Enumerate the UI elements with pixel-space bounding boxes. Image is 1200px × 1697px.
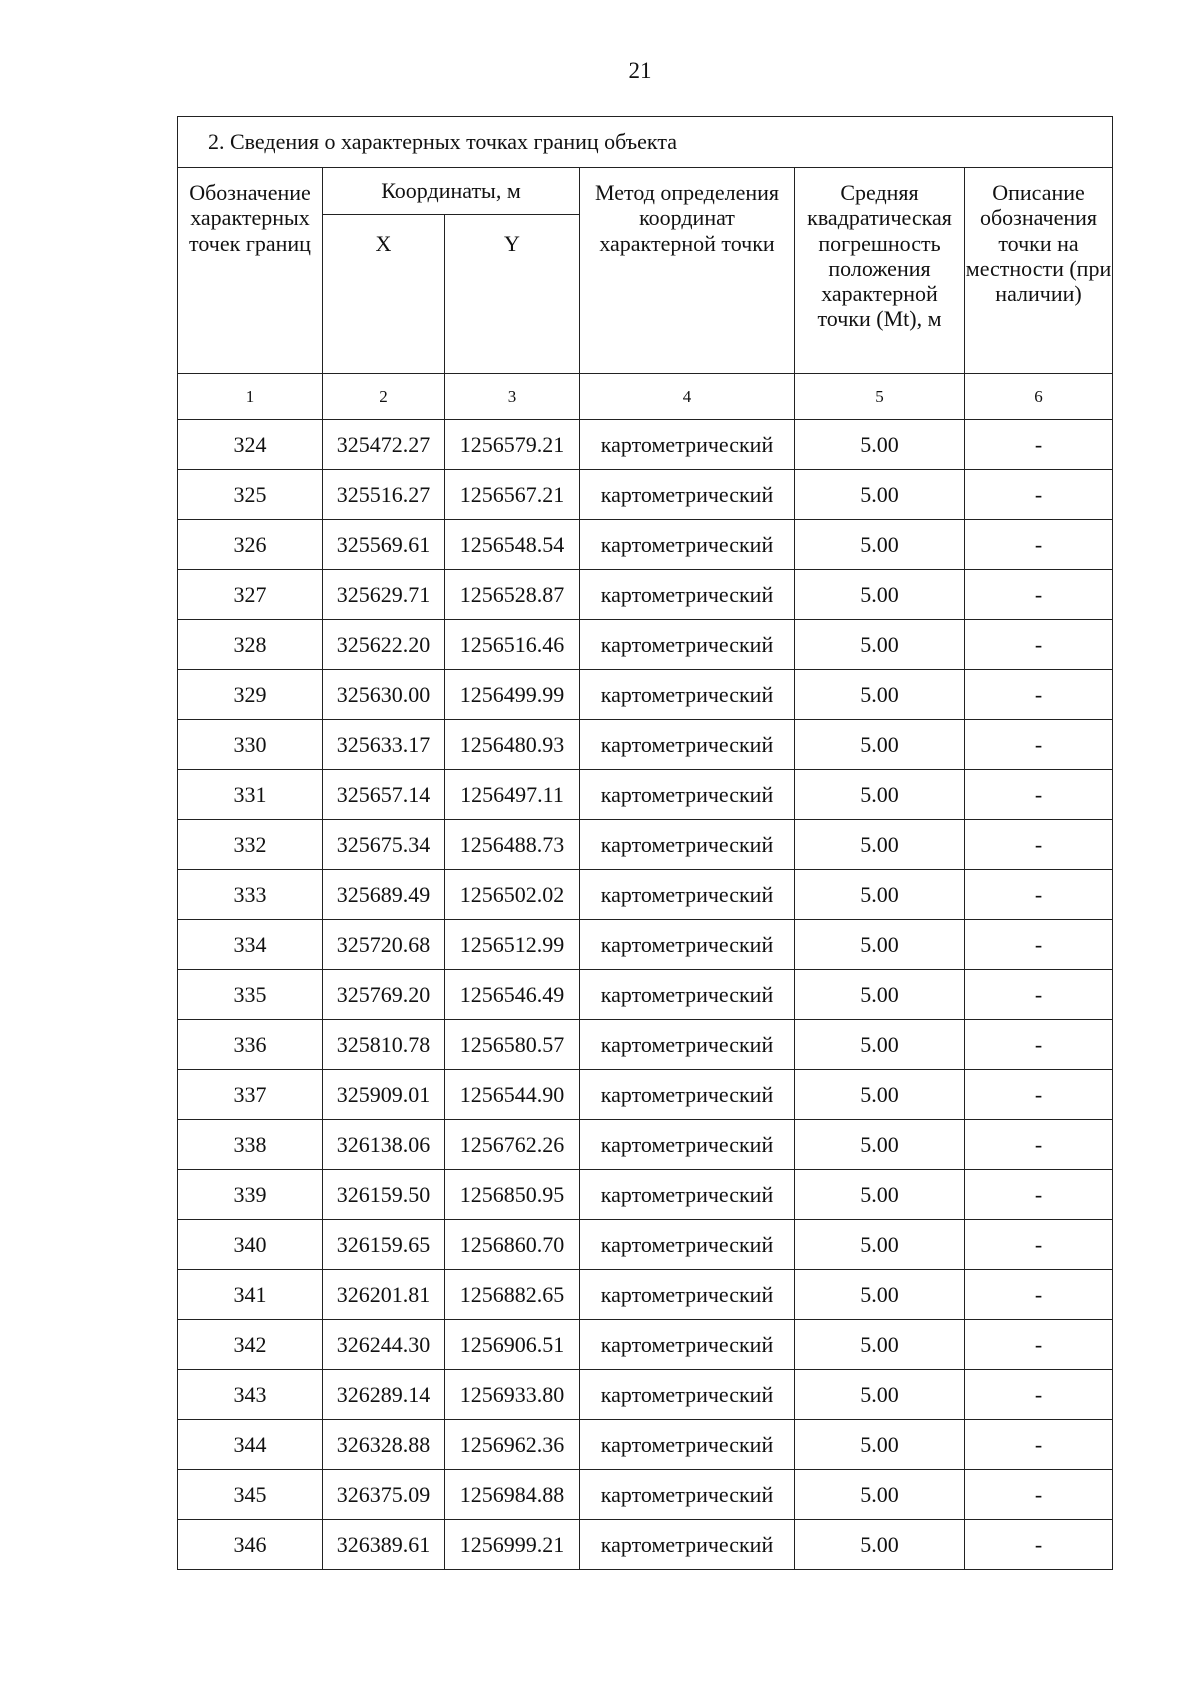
table-row (178, 920, 1113, 970)
cell-x: 326159.65 (323, 1220, 445, 1270)
cell-description: - (965, 1520, 1113, 1570)
cell-method: картометрический (580, 1120, 795, 1170)
cell-description: - (965, 1170, 1113, 1220)
cell-y: 1256512.99 (445, 920, 580, 970)
cell-x: 325516.27 (323, 470, 445, 520)
cell-description: - (965, 520, 1113, 570)
table-row (178, 620, 1113, 670)
table-row (178, 820, 1113, 870)
cell-description: - (965, 820, 1113, 870)
cell-y: 1256516.46 (445, 620, 580, 670)
table-row (178, 770, 1113, 820)
cell-error: 5.00 (795, 620, 965, 670)
cell-x: 326289.14 (323, 1370, 445, 1420)
cell-description: - (965, 970, 1113, 1020)
table-row (178, 1320, 1113, 1370)
header-y: Y (445, 215, 580, 374)
cell-y: 1256579.21 (445, 420, 580, 470)
cell-description: - (965, 1020, 1113, 1070)
cell-point: 337 (178, 1070, 323, 1120)
cell-method: картометрический (580, 920, 795, 970)
cell-x: 326159.50 (323, 1170, 445, 1220)
cell-x: 325720.68 (323, 920, 445, 970)
cell-method: картометрический (580, 720, 795, 770)
cell-x: 326389.61 (323, 1520, 445, 1570)
cell-point: 332 (178, 820, 323, 870)
boundary-points-table (177, 116, 1113, 1570)
cell-method: картометрический (580, 1220, 795, 1270)
header-method: Метод определения координат характерной точки (580, 168, 795, 374)
cell-x: 325569.61 (323, 520, 445, 570)
table-row (178, 670, 1113, 720)
cell-method: картометрический (580, 670, 795, 720)
table-row (178, 520, 1113, 570)
cell-point: 338 (178, 1120, 323, 1170)
cell-x: 325657.14 (323, 770, 445, 820)
cell-error: 5.00 (795, 820, 965, 870)
cell-point: 324 (178, 420, 323, 470)
cell-error: 5.00 (795, 1270, 965, 1320)
cell-method: картометрический (580, 1070, 795, 1120)
cell-y: 1256580.57 (445, 1020, 580, 1070)
table-row (178, 1270, 1113, 1320)
table-row (178, 1520, 1113, 1570)
cell-point: 328 (178, 620, 323, 670)
column-number: 6 (965, 374, 1113, 420)
cell-y: 1256548.54 (445, 520, 580, 570)
cell-point: 341 (178, 1270, 323, 1320)
cell-method: картометрический (580, 1470, 795, 1520)
cell-y: 1256999.21 (445, 1520, 580, 1570)
section-title: 2. Сведения о характерных точках границ объекта (178, 117, 1113, 168)
cell-error: 5.00 (795, 1320, 965, 1370)
cell-y: 1256528.87 (445, 570, 580, 620)
cell-x: 325472.27 (323, 420, 445, 470)
cell-method: картометрический (580, 1020, 795, 1070)
header-coordinates: Координаты, м (323, 168, 580, 215)
cell-description: - (965, 420, 1113, 470)
cell-point: 326 (178, 520, 323, 570)
cell-error: 5.00 (795, 770, 965, 820)
cell-method: картометрический (580, 1270, 795, 1320)
cell-x: 326244.30 (323, 1320, 445, 1370)
cell-method: картометрический (580, 970, 795, 1020)
cell-point: 327 (178, 570, 323, 620)
cell-y: 1256546.49 (445, 970, 580, 1020)
cell-x: 325769.20 (323, 970, 445, 1020)
cell-method: картометрический (580, 870, 795, 920)
cell-y: 1256984.88 (445, 1470, 580, 1520)
cell-x: 325810.78 (323, 1020, 445, 1070)
table-row (178, 1370, 1113, 1420)
header-row (178, 168, 1113, 215)
cell-y: 1256488.73 (445, 820, 580, 870)
cell-x: 326138.06 (323, 1120, 445, 1170)
column-numbers-row (178, 374, 1113, 420)
column-number: 5 (795, 374, 965, 420)
page-number: 21 (628, 58, 652, 83)
table-row (178, 1170, 1113, 1220)
cell-error: 5.00 (795, 420, 965, 470)
table-row (178, 1420, 1113, 1470)
cell-description: - (965, 1320, 1113, 1370)
cell-x: 325630.00 (323, 670, 445, 720)
cell-method: картометрический (580, 1170, 795, 1220)
cell-x: 325622.20 (323, 620, 445, 670)
cell-description: - (965, 870, 1113, 920)
cell-error: 5.00 (795, 970, 965, 1020)
table-row (178, 1070, 1113, 1120)
cell-error: 5.00 (795, 570, 965, 620)
cell-x: 325909.01 (323, 1070, 445, 1120)
cell-y: 1256497.11 (445, 770, 580, 820)
cell-point: 334 (178, 920, 323, 970)
section-title-row (178, 117, 1113, 168)
cell-point: 335 (178, 970, 323, 1020)
cell-description: - (965, 470, 1113, 520)
header-designation: Обозначение характерных точек границ (178, 168, 323, 374)
cell-point: 340 (178, 1220, 323, 1270)
cell-method: картометрический (580, 570, 795, 620)
cell-method: картометрический (580, 420, 795, 470)
cell-error: 5.00 (795, 1220, 965, 1270)
cell-point: 330 (178, 720, 323, 770)
cell-x: 326375.09 (323, 1470, 445, 1520)
cell-point: 344 (178, 1420, 323, 1470)
cell-y: 1256544.90 (445, 1070, 580, 1120)
column-number: 2 (323, 374, 445, 420)
cell-point: 331 (178, 770, 323, 820)
cell-error: 5.00 (795, 1020, 965, 1070)
header-x: X (323, 215, 445, 374)
cell-method: картометрический (580, 470, 795, 520)
cell-point: 329 (178, 670, 323, 720)
table-row (178, 470, 1113, 520)
cell-x: 326328.88 (323, 1420, 445, 1470)
cell-x: 325633.17 (323, 720, 445, 770)
cell-x: 325675.34 (323, 820, 445, 870)
cell-method: картометрический (580, 1370, 795, 1420)
cell-description: - (965, 1220, 1113, 1270)
header-error: Средняя квадратическая погрешность положения характерной точки (Mt), м (795, 168, 965, 374)
cell-description: - (965, 620, 1113, 670)
cell-error: 5.00 (795, 1170, 965, 1220)
cell-y: 1256480.93 (445, 720, 580, 770)
table-row (178, 870, 1113, 920)
cell-description: - (965, 770, 1113, 820)
cell-point: 336 (178, 1020, 323, 1070)
table-row (178, 1470, 1113, 1520)
cell-error: 5.00 (795, 520, 965, 570)
cell-point: 333 (178, 870, 323, 920)
cell-x: 325689.49 (323, 870, 445, 920)
table-row (178, 970, 1113, 1020)
cell-point: 342 (178, 1320, 323, 1370)
cell-method: картометрический (580, 770, 795, 820)
cell-error: 5.00 (795, 1070, 965, 1120)
table-row (178, 1220, 1113, 1270)
table-row (178, 420, 1113, 470)
cell-description: - (965, 570, 1113, 620)
cell-y: 1256860.70 (445, 1220, 580, 1270)
cell-description: - (965, 1420, 1113, 1470)
cell-y: 1256933.80 (445, 1370, 580, 1420)
cell-y: 1256906.51 (445, 1320, 580, 1370)
cell-error: 5.00 (795, 920, 965, 970)
cell-error: 5.00 (795, 1370, 965, 1420)
cell-y: 1256850.95 (445, 1170, 580, 1220)
cell-description: - (965, 1370, 1113, 1420)
cell-error: 5.00 (795, 470, 965, 520)
cell-y: 1256567.21 (445, 470, 580, 520)
header-description: Описание обозначения точки на местности (при наличии) (965, 168, 1113, 374)
cell-point: 339 (178, 1170, 323, 1220)
cell-error: 5.00 (795, 670, 965, 720)
table-row (178, 570, 1113, 620)
cell-method: картометрический (580, 820, 795, 870)
column-number: 1 (178, 374, 323, 420)
cell-description: - (965, 920, 1113, 970)
cell-y: 1256962.36 (445, 1420, 580, 1470)
cell-description: - (965, 720, 1113, 770)
cell-error: 5.00 (795, 1470, 965, 1520)
cell-method: картометрический (580, 1420, 795, 1470)
cell-x: 326201.81 (323, 1270, 445, 1320)
cell-point: 343 (178, 1370, 323, 1420)
cell-y: 1256882.65 (445, 1270, 580, 1320)
cell-description: - (965, 1470, 1113, 1520)
column-number: 4 (580, 374, 795, 420)
column-number: 3 (445, 374, 580, 420)
cell-description: - (965, 1120, 1113, 1170)
cell-method: картометрический (580, 520, 795, 570)
table-row (178, 720, 1113, 770)
cell-error: 5.00 (795, 720, 965, 770)
cell-method: картометрический (580, 1520, 795, 1570)
table-row (178, 1020, 1113, 1070)
cell-error: 5.00 (795, 1420, 965, 1470)
cell-description: - (965, 1270, 1113, 1320)
cell-error: 5.00 (795, 1120, 965, 1170)
cell-method: картометрический (580, 1320, 795, 1370)
cell-x: 325629.71 (323, 570, 445, 620)
cell-error: 5.00 (795, 870, 965, 920)
cell-y: 1256499.99 (445, 670, 580, 720)
cell-point: 345 (178, 1470, 323, 1520)
cell-y: 1256762.26 (445, 1120, 580, 1170)
cell-method: картометрический (580, 620, 795, 670)
cell-point: 346 (178, 1520, 323, 1570)
cell-description: - (965, 670, 1113, 720)
cell-error: 5.00 (795, 1520, 965, 1570)
cell-point: 325 (178, 470, 323, 520)
cell-description: - (965, 1070, 1113, 1120)
cell-y: 1256502.02 (445, 870, 580, 920)
table-row (178, 1120, 1113, 1170)
